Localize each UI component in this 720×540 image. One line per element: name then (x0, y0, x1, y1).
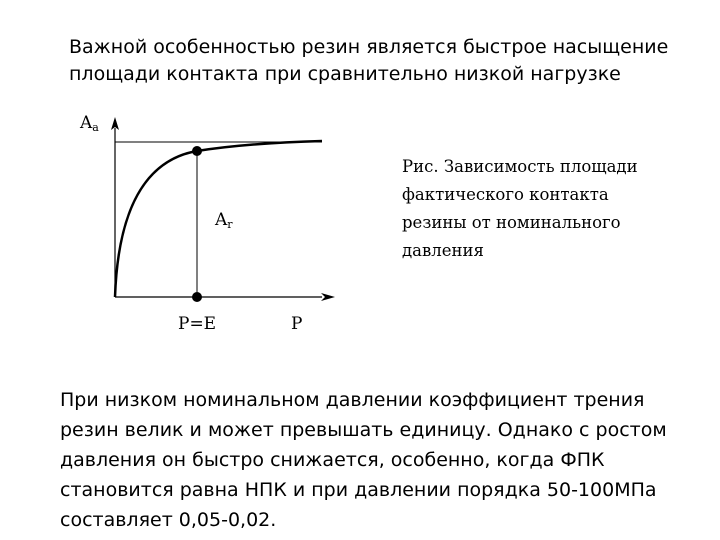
curve-point (192, 146, 202, 156)
y-axis-label: Aa (80, 113, 99, 134)
bottom-paragraph: При низком номинальном давлении коэффициент трения резин велик и может превышать единицу. Однако с ростом давления он быстро снижается, особенно, когда ФПК становится равна НПК и при давлении порядка 50-100МПа составляет 0,05-0,02. (60, 389, 667, 531)
x-axis-label: P (291, 314, 303, 334)
axis-point (192, 292, 202, 302)
top-paragraph: Важной особенностью резин является быстрое насыщение площади контакта при сравнительно низкой нагрузке (69, 36, 669, 85)
x-axis-arrow (321, 293, 335, 301)
figure-caption: Рис. Зависимость площади фактического контакта резины от номинального давления (402, 157, 638, 260)
x-mark-label: P=E (178, 314, 217, 334)
contact-area-diagram (60, 100, 380, 340)
curve-area-label: Ar (215, 210, 233, 231)
